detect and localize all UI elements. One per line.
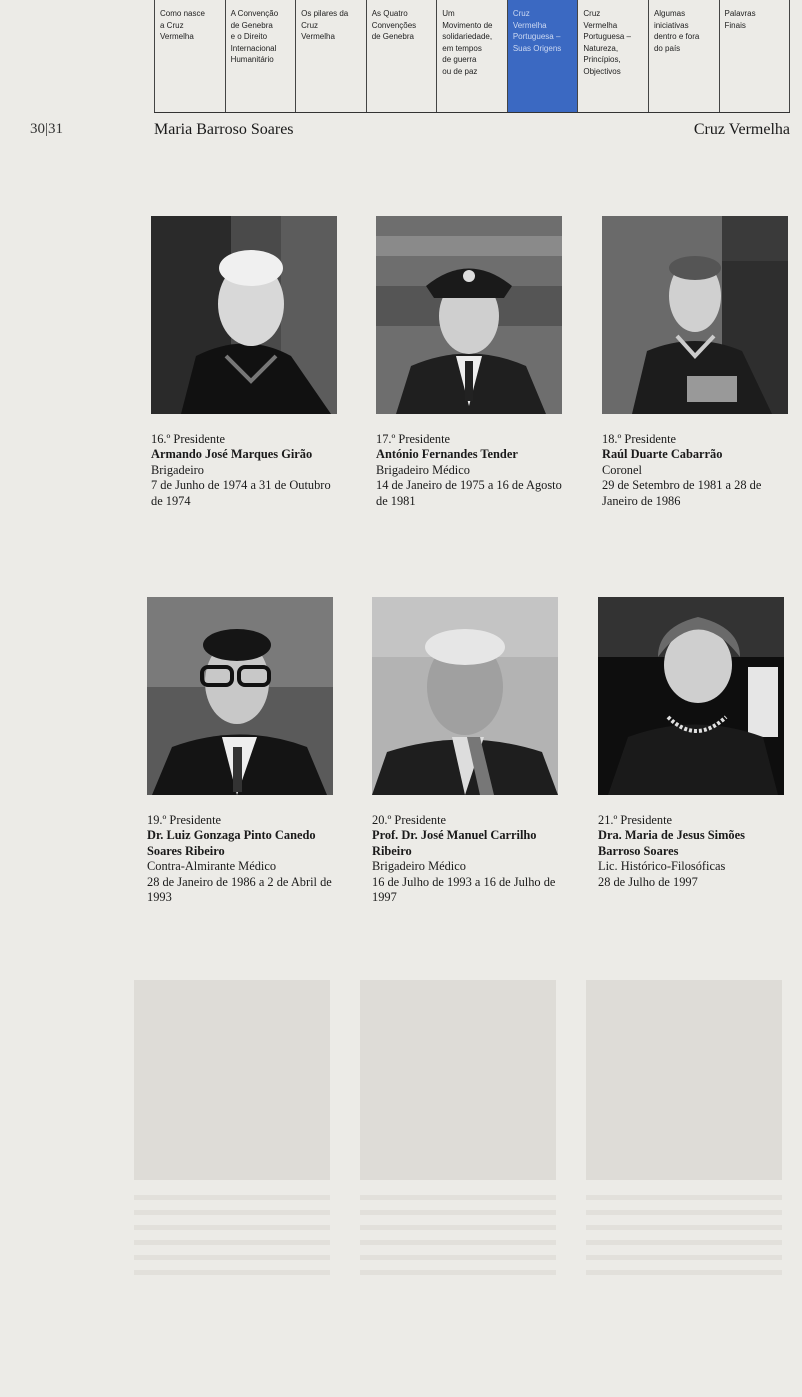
portrait-18-image: [602, 216, 788, 414]
president-ordinal: 19.º Presidente: [147, 813, 222, 827]
portrait-19-image: [147, 597, 333, 795]
portrait-17-image: [376, 216, 562, 414]
nav-tab-quatro-convencoes[interactable]: As Quatro Convenções de Genebra: [366, 0, 437, 112]
president-ordinal: 17.º Presidente: [376, 432, 451, 446]
president-card-17: [376, 216, 566, 509]
running-author: Maria Barroso Soares: [154, 121, 294, 138]
president-caption: [376, 432, 566, 509]
show-through-text: [360, 1195, 556, 1305]
nav-tab-pilares[interactable]: Os pilares da Cruz Vermelha: [295, 0, 366, 112]
president-caption: [151, 432, 341, 509]
president-name: Armando José Marques Girão: [151, 447, 313, 462]
show-through-image: [586, 980, 782, 1180]
chapter-nav: [154, 0, 790, 113]
president-rank: Lic. Histórico-Filosóficas: [598, 859, 726, 874]
president-period: 7 de Junho de 1974 a 31 de Outubro de 1974: [151, 478, 331, 508]
president-card-16: [151, 216, 341, 509]
president-period: 29 de Setembro de 1981 a 28 de Janeiro de 1986: [602, 478, 762, 508]
nav-tab-como-nasce[interactable]: Como nasce a Cruz Vermelha: [154, 0, 225, 112]
president-period: 28 de Janeiro de 1986 a 2 de Abril de 1993: [147, 874, 332, 905]
president-ordinal: 20.º Presidente: [372, 813, 447, 827]
president-caption: [598, 813, 788, 890]
president-rank: Brigadeiro Médico: [372, 859, 466, 874]
president-period: 28 de Julho de 1997: [598, 874, 698, 889]
president-ordinal: 18.º Presidente: [602, 432, 677, 446]
president-card-18: [602, 216, 792, 509]
portrait-20-image: [372, 597, 558, 795]
portrait-21-image: [598, 597, 784, 795]
president-rank: Contra-Almirante Médico: [147, 859, 277, 874]
president-card-19: [147, 597, 337, 905]
nav-tab-iniciativas[interactable]: Algumas iniciativas dentro e fora do país: [648, 0, 719, 112]
president-caption: [602, 432, 792, 509]
nav-tab-movimento[interactable]: Um Movimento de solidariedade, em tempos de guerra ou de paz: [436, 0, 507, 112]
nav-tab-palavras-finais[interactable]: Palavras Finais: [719, 0, 791, 112]
running-section: Cruz Vermelha: [693, 121, 790, 138]
president-name: Dr. Luiz Gonzaga Pinto Canedo Soares Ribeiro: [147, 828, 316, 858]
president-ordinal: 16.º Presidente: [151, 432, 226, 446]
president-name: Prof. Dr. José Manuel Carrilho Ribeiro: [372, 828, 537, 858]
portrait-16-image: [151, 216, 337, 414]
show-through-image: [360, 980, 556, 1180]
show-through-text: [586, 1195, 782, 1305]
president-caption: [372, 813, 562, 905]
president-card-21: [598, 597, 788, 890]
president-rank: Coronel: [602, 462, 642, 477]
president-caption: [147, 813, 337, 905]
president-name: Dra. Maria de Jesus Simões Barroso Soares: [598, 828, 745, 858]
page-numbers: 30|31: [30, 121, 64, 137]
president-period: 16 de Julho de 1993 a 16 de Julho de 1997: [372, 874, 556, 905]
nav-tab-origens[interactable]: Cruz Vermelha Portuguesa – Suas Origens: [507, 0, 578, 112]
president-name: Raúl Duarte Cabarrão: [602, 447, 723, 462]
nav-tab-natureza[interactable]: Cruz Vermelha Portuguesa – Natureza, Princípios, Objectivos: [577, 0, 648, 112]
show-through-text: [134, 1195, 330, 1305]
nav-tab-convencao-genebra[interactable]: A Convenção de Genebra e o Direito Internacional Humanitário: [225, 0, 296, 112]
president-period: 14 de Janeiro de 1975 a 16 de Agosto de 1981: [376, 478, 562, 508]
president-rank: Brigadeiro: [151, 462, 204, 477]
president-card-20: [372, 597, 562, 905]
president-rank: Brigadeiro Médico: [376, 462, 470, 477]
show-through-image: [134, 980, 330, 1180]
president-ordinal: 21.º Presidente: [598, 813, 673, 827]
president-name: António Fernandes Tender: [376, 447, 518, 462]
